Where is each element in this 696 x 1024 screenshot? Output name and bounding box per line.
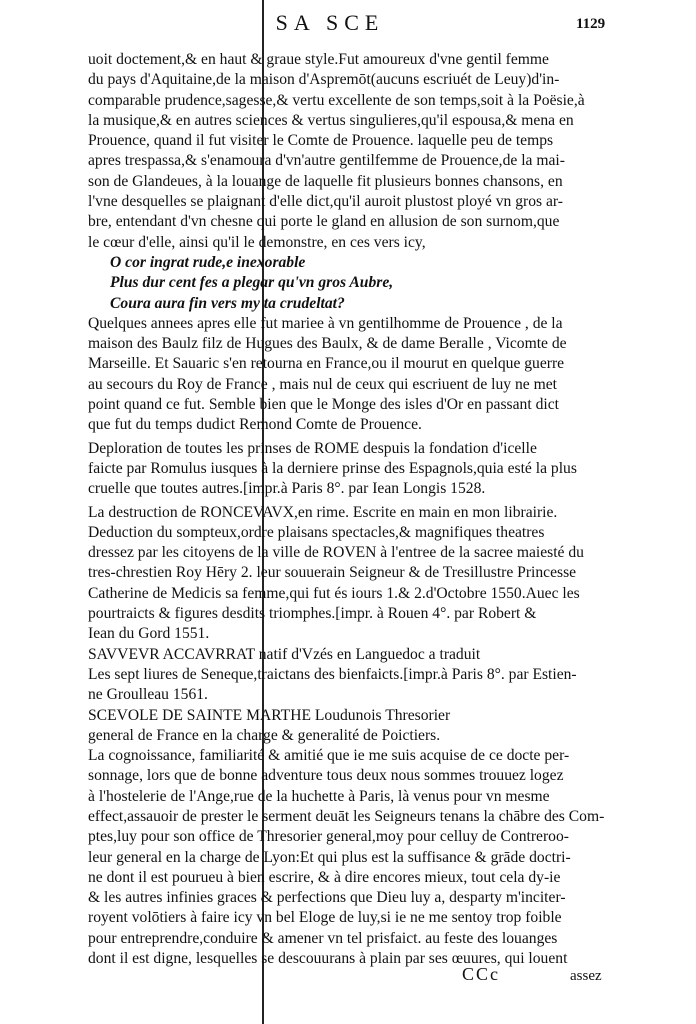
- text-line: effect,assauoir de prester le serment deuāt les Seigneurs tenans la chābre des Com-: [88, 807, 605, 825]
- text-line: le cœur d'elle, ainsi qu'il le demonstre, en ces vers icy,: [88, 233, 426, 251]
- text-line: Quelques annees apres elle fut mariee à vn gentilhomme de Prouence , de la: [88, 314, 563, 332]
- text-line: Iean du Gord 1551.: [88, 625, 210, 643]
- text-line: son de Glandeues, à la louange de laquelle fit plusieurs bonnes chansons, en: [88, 172, 563, 190]
- text-line: tres-chrestien Roy Hēry 2. leur souuerain Seigneur & de Tresillustre Princesse: [88, 564, 577, 582]
- text-line: Prouence, quand il fut visiter le Comte de Prouence. laquelle peu de temps: [88, 132, 554, 150]
- text-line: Deduction du sompteux,ordre plaisans spectacles,& magnifiques theatres: [88, 523, 545, 541]
- text-line: royent volōtiers à faire icy vn bel Eloge de luy,si ie ne me sentoy trop foible: [88, 909, 562, 927]
- text-line: l'vne desquelles se plaignant d'elle dict,qu'il auroit plustost ployé vn gros ar-: [88, 193, 563, 211]
- text-line: ne Groulleau 1561.: [88, 686, 208, 704]
- text-line: au secours du Roy de France , mais nul de ceux qui escriuent de luy ne met: [88, 375, 557, 393]
- verse-line: Coura aura fin vers my ta crudeltat?: [110, 294, 345, 312]
- text-line: SAVVEVR ACCAVRRAT natif d'Vzés en Languedoc a traduit: [88, 645, 481, 663]
- verse-line: O cor ingrat rude,e inexorable: [110, 253, 306, 271]
- entry-roncevaux: [88, 503, 610, 645]
- text-line: comparable prudence,sagesse,& vertu excellente de son temps,soit à la Poësie,à: [88, 91, 585, 109]
- text-line: dressez par les citoyens de la ville de ROVEN à l'entree de la sacree maiesté du: [88, 544, 584, 562]
- text-line: maison des Baulz filz de Hugues des Baulx, & de dame Beralle , Vicomte de: [88, 335, 567, 353]
- text-line: la musique,& en autres sciences & vertus singulieres,qu'il espousa,& mena en: [88, 111, 574, 129]
- text-line: faicte par Romulus iusques à la derniere prinse des Espagnols,quia esté la plus: [88, 459, 577, 477]
- paragraph-marriage: [88, 314, 610, 436]
- text-line: à l'hostelerie de l'Ange,rue de la huchette à Paris, là venus pour vn mesme: [88, 787, 550, 805]
- folio-number: 1129: [576, 16, 606, 32]
- text-line: Deploration de toutes les prinses de ROME despuis la fondation d'icelle: [88, 439, 537, 457]
- text-line: cruelle que toutes autres.[impr.à Paris 8°. par Iean Longis 1528.: [88, 480, 486, 498]
- text-line: Marseille. Et Sauaric s'en retourna en France,ou il mourut en quelque guerre: [88, 355, 565, 373]
- entry-accaurrat: [88, 645, 610, 706]
- text-line: Les sept liures de Seneque,traictans des bienfaicts.[impr.à Paris 8°. par Estien-: [88, 665, 577, 683]
- running-head: SA SCE: [275, 10, 385, 35]
- text-line: pourtraicts & figures desdits triomphes.[impr. à Rouen 4°. par Robert &: [88, 605, 537, 623]
- text-line: general de France en la charge & generalité de Poictiers.: [88, 726, 441, 744]
- text-line: ptes,luy pour son office de Thresorier general,moy pour celluy de Contreroo-: [88, 828, 569, 846]
- text-body: [88, 50, 610, 969]
- entry-sainte-marthe: [88, 706, 610, 970]
- signature-mark: CCc: [462, 964, 501, 984]
- text-line: que fut du temps dudict Remond Comte de Prouence.: [88, 416, 422, 434]
- entry-deploration: [88, 439, 610, 500]
- text-line: La destruction de RONCEVAVX,en rime. Escrite en main en mon librairie.: [88, 503, 558, 521]
- text-line: dont il est digne, lesquelles se descouurans à plain par ses œuures, qui louent: [88, 950, 568, 968]
- catchword: assez: [570, 968, 602, 984]
- text-line: du pays d'Aquitaine,de la maison d'Aspremōt(aucuns escriuét de Leuy)d'in-: [88, 71, 560, 89]
- text-line: apres trespassa,& s'enamoura d'vn'autre gentilfemme de Prouence,de la mai-: [88, 152, 565, 170]
- verse-block: [88, 253, 610, 314]
- text-line: SCEVOLE DE SAINTE MARTHE Loudunois Thresorier: [88, 706, 451, 724]
- text-line: point quand ce fut. Semble bien que le Monge des isles d'Or en passant dict: [88, 396, 559, 414]
- text-line: Catherine de Medicis sa femme,qui fut és iours 1.& 2.d'Octobre 1550.Auec les: [88, 584, 580, 602]
- text-line: pour entreprendre,conduire & amener vn tel prisfaict. au feste des louanges: [88, 929, 558, 947]
- text-line: leur general en la charge de Lyon:Et qui plus est la suffisance & grāde doctri-: [88, 848, 571, 866]
- paragraph-sauaric: [88, 50, 610, 253]
- verse-line: Plus dur cent fes a plegar qu'vn gros Aubre,: [110, 274, 394, 292]
- text-line: ne dont il est pourueu à bien escrire, & à dire encores mieux, tout cela dy-ie: [88, 868, 561, 886]
- text-line: & les autres infinies graces & perfections que Dieu luy a, desparty m'inciter-: [88, 889, 566, 907]
- text-line: uoit doctement,& en haut & graue style.Fut amoureux d'vne gentil femme: [88, 51, 549, 68]
- text-line: sonnage, lors que de bonne adventure tous deux nous sommes trouuez logez: [88, 767, 564, 785]
- text-line: bre, entendant d'vn chesne qui porte le gland en allusion de son surnom,que: [88, 213, 560, 231]
- text-line: La cognoissance, familiarité & amitié que ie me suis acquise de ce docte per-: [88, 747, 570, 765]
